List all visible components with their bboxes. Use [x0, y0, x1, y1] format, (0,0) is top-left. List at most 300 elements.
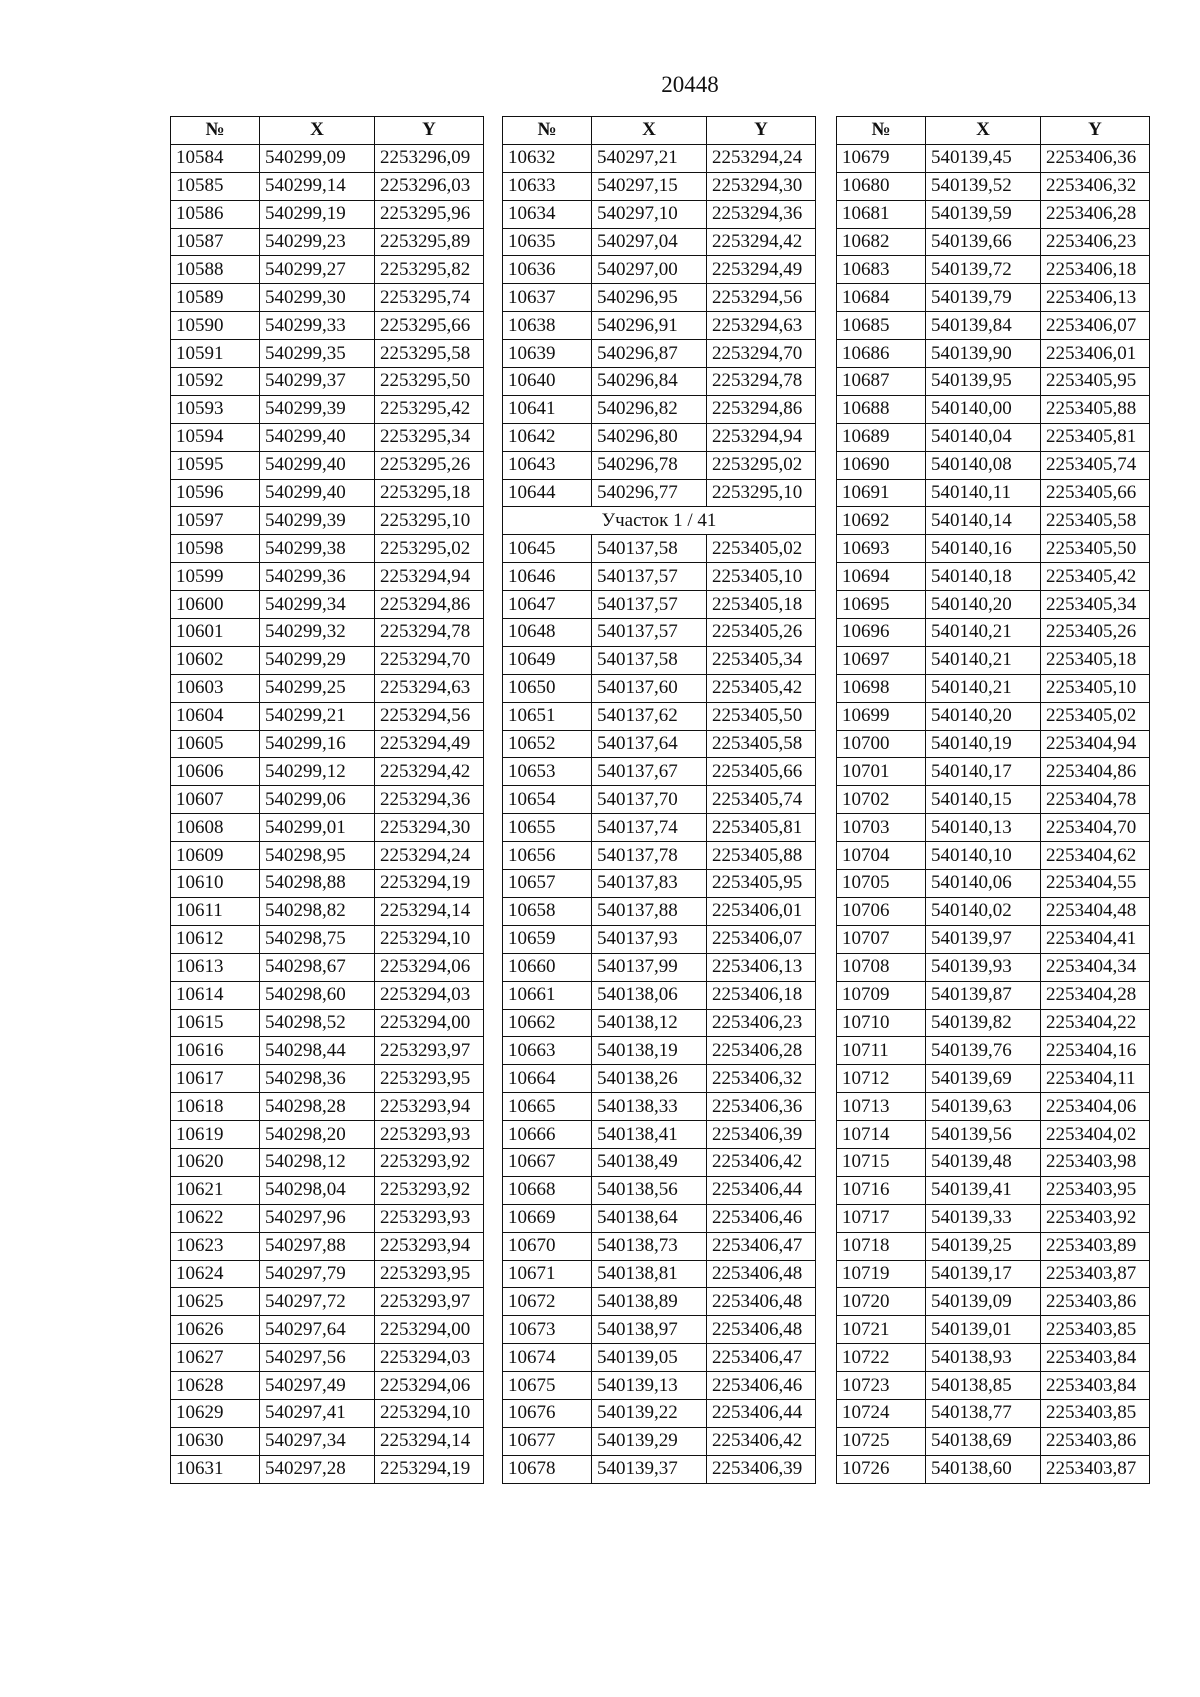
y-column-header: Y — [707, 117, 816, 145]
table-row — [171, 368, 484, 396]
page-number: 20448 — [661, 72, 719, 97]
x-coordinate-cell: 540140,11 — [926, 479, 1041, 507]
point-number-cell: 10726 — [837, 1455, 926, 1483]
y-coordinate-cell: 2253294,70 — [375, 646, 484, 674]
y-coordinate-cell: 2253294,10 — [375, 925, 484, 953]
x-coordinate-cell: 540137,83 — [592, 870, 707, 898]
point-number-cell: 10703 — [837, 814, 926, 842]
y-coordinate-cell: 2253405,34 — [1041, 591, 1150, 619]
table-row — [171, 479, 484, 507]
y-coordinate-cell: 2253404,06 — [1041, 1093, 1150, 1121]
x-coordinate-cell: 540139,45 — [926, 144, 1041, 172]
point-number-cell: 10669 — [503, 1204, 592, 1232]
y-coordinate-cell: 2253405,10 — [1041, 674, 1150, 702]
x-coordinate-cell: 540299,09 — [260, 144, 375, 172]
point-number-cell: 10654 — [503, 786, 592, 814]
x-coordinate-cell: 540137,99 — [592, 953, 707, 981]
y-coordinate-cell: 2253406,42 — [707, 1148, 816, 1176]
x-coordinate-cell: 540138,06 — [592, 981, 707, 1009]
x-coordinate-cell: 540138,93 — [926, 1344, 1041, 1372]
table-row — [837, 144, 1150, 172]
point-number-cell: 10712 — [837, 1065, 926, 1093]
point-number-cell: 10688 — [837, 395, 926, 423]
table-row — [837, 368, 1150, 396]
x-coordinate-cell: 540298,60 — [260, 981, 375, 1009]
section-row — [503, 507, 816, 535]
x-coordinate-cell: 540299,39 — [260, 395, 375, 423]
x-coordinate-cell: 540139,66 — [926, 228, 1041, 256]
table-row — [503, 758, 816, 786]
table-row — [503, 730, 816, 758]
x-coordinate-cell: 540139,52 — [926, 172, 1041, 200]
table-row — [171, 1372, 484, 1400]
point-number-cell: 10671 — [503, 1260, 592, 1288]
point-number-cell: 10584 — [171, 144, 260, 172]
table-row — [503, 1260, 816, 1288]
x-coordinate-cell: 540297,04 — [592, 228, 707, 256]
point-number-cell: 10676 — [503, 1399, 592, 1427]
point-number-cell: 10683 — [837, 256, 926, 284]
point-number-cell: 10646 — [503, 563, 592, 591]
table-row — [171, 507, 484, 535]
table-row — [171, 758, 484, 786]
y-coordinate-cell: 2253296,03 — [375, 172, 484, 200]
x-coordinate-cell: 540139,09 — [926, 1288, 1041, 1316]
table-row — [503, 981, 816, 1009]
x-coordinate-cell: 540297,88 — [260, 1232, 375, 1260]
x-coordinate-cell: 540297,28 — [260, 1455, 375, 1483]
point-number-cell: 10708 — [837, 953, 926, 981]
y-coordinate-cell: 2253293,95 — [375, 1065, 484, 1093]
table-row — [837, 479, 1150, 507]
y-coordinate-cell: 2253406,46 — [707, 1204, 816, 1232]
table-row — [171, 451, 484, 479]
table-row — [503, 200, 816, 228]
point-number-cell: 10656 — [503, 842, 592, 870]
table-row — [837, 256, 1150, 284]
point-number-cell: 10700 — [837, 730, 926, 758]
table-row — [503, 953, 816, 981]
point-number-cell: 10699 — [837, 702, 926, 730]
table-row — [503, 1316, 816, 1344]
point-number-cell: 10626 — [171, 1316, 260, 1344]
y-coordinate-cell: 2253295,26 — [375, 451, 484, 479]
point-number-cell: 10725 — [837, 1427, 926, 1455]
table-row — [503, 1176, 816, 1204]
table-row — [503, 1065, 816, 1093]
x-coordinate-cell: 540297,56 — [260, 1344, 375, 1372]
header-row — [837, 117, 1150, 145]
x-coordinate-cell: 540139,76 — [926, 1037, 1041, 1065]
table-row — [171, 591, 484, 619]
table-row — [171, 814, 484, 842]
table-row — [171, 1037, 484, 1065]
point-number-cell: 10625 — [171, 1288, 260, 1316]
x-coordinate-cell: 540297,00 — [592, 256, 707, 284]
table-row — [837, 925, 1150, 953]
point-number-cell: 10721 — [837, 1316, 926, 1344]
table-row — [837, 730, 1150, 758]
point-number-cell: 10702 — [837, 786, 926, 814]
y-coordinate-cell: 2253293,97 — [375, 1037, 484, 1065]
table-row — [503, 256, 816, 284]
y-coordinate-cell: 2253294,14 — [375, 1427, 484, 1455]
table-row — [171, 646, 484, 674]
table-row — [171, 870, 484, 898]
y-coordinate-cell: 2253294,24 — [375, 842, 484, 870]
x-coordinate-cell: 540138,77 — [926, 1399, 1041, 1427]
y-coordinate-cell: 2253404,78 — [1041, 786, 1150, 814]
x-coordinate-cell: 540298,52 — [260, 1009, 375, 1037]
y-coordinate-cell: 2253295,10 — [707, 479, 816, 507]
y-coordinate-cell: 2253294,03 — [375, 1344, 484, 1372]
point-number-cell: 10602 — [171, 646, 260, 674]
table-row — [171, 200, 484, 228]
y-coordinate-cell: 2253405,74 — [1041, 451, 1150, 479]
point-number-cell: 10647 — [503, 591, 592, 619]
x-coordinate-cell: 540299,25 — [260, 674, 375, 702]
table-row — [837, 702, 1150, 730]
x-coordinate-cell: 540299,36 — [260, 563, 375, 591]
point-number-cell: 10706 — [837, 897, 926, 925]
y-coordinate-cell: 2253293,97 — [375, 1288, 484, 1316]
y-coordinate-cell: 2253294,49 — [375, 730, 484, 758]
y-coordinate-cell: 2253406,36 — [1041, 144, 1150, 172]
y-coordinate-cell: 2253294,19 — [375, 1455, 484, 1483]
point-number-cell: 10681 — [837, 200, 926, 228]
table-row — [503, 786, 816, 814]
x-coordinate-cell: 540139,33 — [926, 1204, 1041, 1232]
table-row — [503, 842, 816, 870]
x-coordinate-cell: 540139,72 — [926, 256, 1041, 284]
x-coordinate-cell: 540299,19 — [260, 200, 375, 228]
y-coordinate-cell: 2253405,95 — [1041, 368, 1150, 396]
point-number-cell: 10707 — [837, 925, 926, 953]
x-coordinate-cell: 540139,95 — [926, 368, 1041, 396]
y-coordinate-cell: 2253405,50 — [707, 702, 816, 730]
y-coordinate-cell: 2253404,94 — [1041, 730, 1150, 758]
point-number-cell: 10690 — [837, 451, 926, 479]
table-row — [837, 591, 1150, 619]
y-column-header: Y — [375, 117, 484, 145]
point-number-cell: 10657 — [503, 870, 592, 898]
x-coordinate-cell: 540298,44 — [260, 1037, 375, 1065]
point-number-cell: 10644 — [503, 479, 592, 507]
y-coordinate-cell: 2253294,56 — [707, 284, 816, 312]
table-row — [171, 842, 484, 870]
number-column-header: № — [171, 117, 260, 145]
table-row — [837, 1455, 1150, 1483]
x-coordinate-cell: 540138,19 — [592, 1037, 707, 1065]
table-row — [837, 953, 1150, 981]
point-number-cell: 10589 — [171, 284, 260, 312]
point-number-cell: 10665 — [503, 1093, 592, 1121]
y-coordinate-cell: 2253403,84 — [1041, 1372, 1150, 1400]
table-row — [503, 423, 816, 451]
y-coordinate-cell: 2253293,93 — [375, 1121, 484, 1149]
y-coordinate-cell: 2253295,34 — [375, 423, 484, 451]
point-number-cell: 10687 — [837, 368, 926, 396]
y-coordinate-cell: 2253406,36 — [707, 1093, 816, 1121]
point-number-cell: 10619 — [171, 1121, 260, 1149]
y-coordinate-cell: 2253406,39 — [707, 1455, 816, 1483]
x-coordinate-cell: 540299,37 — [260, 368, 375, 396]
y-coordinate-cell: 2253293,94 — [375, 1093, 484, 1121]
table-row — [171, 1232, 484, 1260]
point-number-cell: 10616 — [171, 1037, 260, 1065]
table-row — [171, 144, 484, 172]
y-coordinate-cell: 2253293,92 — [375, 1148, 484, 1176]
y-coordinate-cell: 2253406,48 — [707, 1288, 816, 1316]
point-number-cell: 10604 — [171, 702, 260, 730]
point-number-cell: 10718 — [837, 1232, 926, 1260]
table-row — [503, 897, 816, 925]
point-number-cell: 10615 — [171, 1009, 260, 1037]
point-number-cell: 10723 — [837, 1372, 926, 1400]
table-row — [503, 1288, 816, 1316]
x-coordinate-cell: 540139,22 — [592, 1399, 707, 1427]
table-row — [171, 1204, 484, 1232]
table-row — [837, 200, 1150, 228]
x-coordinate-cell: 540299,38 — [260, 535, 375, 563]
point-number-cell: 10642 — [503, 423, 592, 451]
point-number-cell: 10606 — [171, 758, 260, 786]
point-number-cell: 10590 — [171, 312, 260, 340]
x-coordinate-cell: 540137,74 — [592, 814, 707, 842]
point-number-cell: 10689 — [837, 423, 926, 451]
x-coordinate-cell: 540297,72 — [260, 1288, 375, 1316]
table-row — [837, 172, 1150, 200]
point-number-cell: 10627 — [171, 1344, 260, 1372]
y-coordinate-cell: 2253293,95 — [375, 1260, 484, 1288]
y-coordinate-cell: 2253295,82 — [375, 256, 484, 284]
table-row — [171, 1399, 484, 1427]
point-number-cell: 10682 — [837, 228, 926, 256]
y-coordinate-cell: 2253403,92 — [1041, 1204, 1150, 1232]
point-number-cell: 10679 — [837, 144, 926, 172]
point-number-cell: 10672 — [503, 1288, 592, 1316]
x-coordinate-cell: 540139,59 — [926, 200, 1041, 228]
y-coordinate-cell: 2253293,94 — [375, 1232, 484, 1260]
y-coordinate-cell: 2253406,23 — [1041, 228, 1150, 256]
table-row — [837, 758, 1150, 786]
point-number-cell: 10686 — [837, 340, 926, 368]
point-number-cell: 10649 — [503, 646, 592, 674]
y-coordinate-cell: 2253406,13 — [1041, 284, 1150, 312]
x-coordinate-cell: 540139,63 — [926, 1093, 1041, 1121]
y-coordinate-cell: 2253404,22 — [1041, 1009, 1150, 1037]
x-coordinate-cell: 540299,23 — [260, 228, 375, 256]
table-row — [837, 1316, 1150, 1344]
x-coordinate-cell: 540139,69 — [926, 1065, 1041, 1093]
point-number-cell: 10634 — [503, 200, 592, 228]
table-row — [837, 897, 1150, 925]
y-coordinate-cell: 2253294,30 — [707, 172, 816, 200]
point-number-cell: 10624 — [171, 1260, 260, 1288]
y-coordinate-cell: 2253404,55 — [1041, 870, 1150, 898]
table-row — [837, 814, 1150, 842]
table-row — [503, 563, 816, 591]
table-row — [837, 1204, 1150, 1232]
point-number-cell: 10617 — [171, 1065, 260, 1093]
table-row — [171, 702, 484, 730]
x-coordinate-cell: 540299,39 — [260, 507, 375, 535]
table-row — [837, 1009, 1150, 1037]
point-number-cell: 10694 — [837, 563, 926, 591]
x-coordinate-cell: 540299,40 — [260, 479, 375, 507]
point-number-cell: 10607 — [171, 786, 260, 814]
y-coordinate-cell: 2253404,48 — [1041, 897, 1150, 925]
point-number-cell: 10650 — [503, 674, 592, 702]
point-number-cell: 10661 — [503, 981, 592, 1009]
x-coordinate-cell: 540140,16 — [926, 535, 1041, 563]
x-coordinate-cell: 540140,10 — [926, 842, 1041, 870]
point-number-cell: 10611 — [171, 897, 260, 925]
point-number-cell: 10598 — [171, 535, 260, 563]
table-row — [503, 870, 816, 898]
table-row — [837, 786, 1150, 814]
y-coordinate-cell: 2253296,09 — [375, 144, 484, 172]
x-coordinate-cell: 540137,70 — [592, 786, 707, 814]
point-number-cell: 10714 — [837, 1121, 926, 1149]
x-coordinate-cell: 540138,33 — [592, 1093, 707, 1121]
x-coordinate-cell: 540299,40 — [260, 423, 375, 451]
point-number-cell: 10653 — [503, 758, 592, 786]
y-coordinate-cell: 2253293,93 — [375, 1204, 484, 1232]
x-coordinate-cell: 540138,64 — [592, 1204, 707, 1232]
x-coordinate-cell: 540297,64 — [260, 1316, 375, 1344]
point-number-cell: 10719 — [837, 1260, 926, 1288]
point-number-cell: 10652 — [503, 730, 592, 758]
x-coordinate-cell: 540137,58 — [592, 646, 707, 674]
table-row — [171, 619, 484, 647]
y-coordinate-cell: 2253294,00 — [375, 1009, 484, 1037]
x-coordinate-cell: 540140,14 — [926, 507, 1041, 535]
table-row — [837, 228, 1150, 256]
x-coordinate-cell: 540138,97 — [592, 1316, 707, 1344]
point-number-cell: 10717 — [837, 1204, 926, 1232]
point-number-cell: 10636 — [503, 256, 592, 284]
y-coordinate-cell: 2253294,63 — [375, 674, 484, 702]
table-row — [171, 1427, 484, 1455]
x-coordinate-cell: 540140,06 — [926, 870, 1041, 898]
x-coordinate-cell: 540137,60 — [592, 674, 707, 702]
x-coordinate-cell: 540138,89 — [592, 1288, 707, 1316]
y-coordinate-cell: 2253294,78 — [375, 619, 484, 647]
x-coordinate-cell: 540297,15 — [592, 172, 707, 200]
y-coordinate-cell: 2253294,36 — [707, 200, 816, 228]
y-coordinate-cell: 2253295,02 — [375, 535, 484, 563]
x-coordinate-cell: 540299,40 — [260, 451, 375, 479]
point-number-cell: 10630 — [171, 1427, 260, 1455]
table-row — [837, 423, 1150, 451]
y-coordinate-cell: 2253294,36 — [375, 786, 484, 814]
table-row — [503, 535, 816, 563]
x-coordinate-cell: 540297,10 — [592, 200, 707, 228]
table-row — [503, 1232, 816, 1260]
point-number-cell: 10596 — [171, 479, 260, 507]
x-coordinate-cell: 540299,32 — [260, 619, 375, 647]
header-row — [171, 117, 484, 145]
x-coordinate-cell: 540139,29 — [592, 1427, 707, 1455]
y-coordinate-cell: 2253403,85 — [1041, 1316, 1150, 1344]
table-row — [171, 1316, 484, 1344]
point-number-cell: 10658 — [503, 897, 592, 925]
y-coordinate-cell: 2253405,18 — [1041, 646, 1150, 674]
table-row — [503, 1093, 816, 1121]
x-coordinate-cell: 540298,82 — [260, 897, 375, 925]
y-coordinate-cell: 2253404,62 — [1041, 842, 1150, 870]
table-row — [837, 1288, 1150, 1316]
point-number-cell: 10662 — [503, 1009, 592, 1037]
point-number-cell: 10585 — [171, 172, 260, 200]
x-coordinate-cell: 540298,36 — [260, 1065, 375, 1093]
point-number-cell: 10667 — [503, 1148, 592, 1176]
table-row — [171, 1121, 484, 1149]
table-row — [503, 646, 816, 674]
y-coordinate-cell: 2253406,13 — [707, 953, 816, 981]
number-column-header: № — [503, 117, 592, 145]
y-coordinate-cell: 2253406,44 — [707, 1399, 816, 1427]
point-number-cell: 10651 — [503, 702, 592, 730]
point-number-cell: 10629 — [171, 1399, 260, 1427]
point-number-cell: 10620 — [171, 1148, 260, 1176]
y-coordinate-cell: 2253294,86 — [375, 591, 484, 619]
table-row — [503, 591, 816, 619]
y-coordinate-cell: 2253405,88 — [1041, 395, 1150, 423]
x-coordinate-cell: 540296,95 — [592, 284, 707, 312]
point-number-cell: 10645 — [503, 535, 592, 563]
y-coordinate-cell: 2253403,85 — [1041, 1399, 1150, 1427]
point-number-cell: 10680 — [837, 172, 926, 200]
x-coordinate-cell: 540139,90 — [926, 340, 1041, 368]
y-coordinate-cell: 2253294,56 — [375, 702, 484, 730]
table-row — [171, 340, 484, 368]
x-coordinate-cell: 540299,30 — [260, 284, 375, 312]
table-row — [837, 870, 1150, 898]
point-number-cell: 10711 — [837, 1037, 926, 1065]
x-coordinate-cell: 540298,67 — [260, 953, 375, 981]
x-coordinate-cell: 540139,05 — [592, 1344, 707, 1372]
table-row — [171, 535, 484, 563]
x-coordinate-cell: 540139,25 — [926, 1232, 1041, 1260]
table-row — [171, 925, 484, 953]
x-coordinate-cell: 540299,01 — [260, 814, 375, 842]
table-row — [503, 1344, 816, 1372]
point-number-cell: 10710 — [837, 1009, 926, 1037]
x-coordinate-cell: 540139,13 — [592, 1372, 707, 1400]
y-coordinate-cell: 2253405,66 — [707, 758, 816, 786]
x-coordinate-cell: 540298,20 — [260, 1121, 375, 1149]
section-label: Участок 1 / 41 — [503, 507, 816, 535]
table-row — [171, 1009, 484, 1037]
point-number-cell: 10601 — [171, 619, 260, 647]
y-coordinate-cell: 2253406,32 — [1041, 172, 1150, 200]
x-coordinate-cell: 540138,60 — [926, 1455, 1041, 1483]
x-coordinate-cell: 540140,02 — [926, 897, 1041, 925]
y-coordinate-cell: 2253405,02 — [707, 535, 816, 563]
point-number-cell: 10685 — [837, 312, 926, 340]
point-number-cell: 10704 — [837, 842, 926, 870]
table-row — [171, 1176, 484, 1204]
y-coordinate-cell: 2253293,92 — [375, 1176, 484, 1204]
y-coordinate-cell: 2253405,81 — [707, 814, 816, 842]
x-coordinate-cell: 540140,15 — [926, 786, 1041, 814]
x-coordinate-cell: 540137,57 — [592, 619, 707, 647]
y-coordinate-cell: 2253403,89 — [1041, 1232, 1150, 1260]
y-coordinate-cell: 2253406,46 — [707, 1372, 816, 1400]
point-number-cell: 10643 — [503, 451, 592, 479]
